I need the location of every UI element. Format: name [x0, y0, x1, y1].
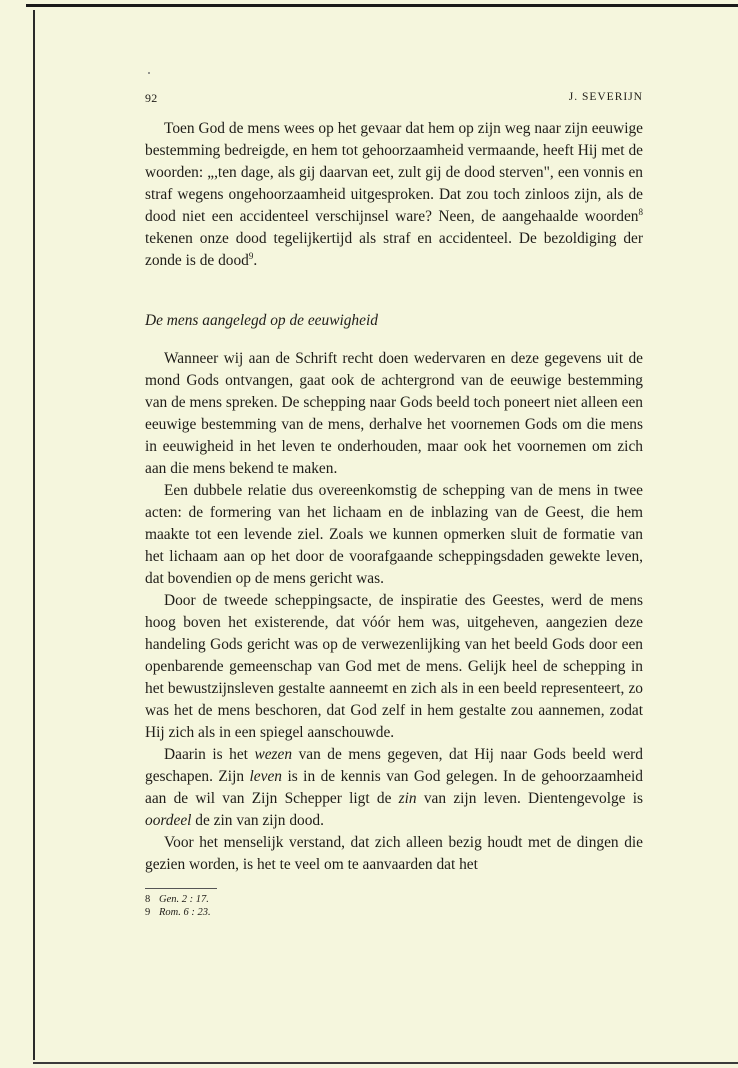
emphasis-zin: zin — [398, 790, 417, 807]
paragraph-text: . — [253, 252, 258, 269]
section-heading: De mens aangelegd op de eeuwigheid — [145, 312, 378, 329]
paragraph-text: tekenen onze dood tegelijkertijd als straf en accidenteel. De bezoldiging der zonde is de dood — [145, 230, 643, 269]
paragraph-text: Daarin is het — [164, 746, 255, 763]
footnote-reference: Rom. 6 : 23. — [159, 907, 211, 918]
paragraph-text: Toen God de mens wees op het gevaar dat hem op zijn weg naar zijn eeuwige bestemming bedreigde, en hem tot gehoorzaamheid vermaande, heeft Hij met de woorden: „,ten dage, als gij daarvan eet, zult gij de dood sterven", een vonnis en straf wegens ongehoorzaamheid uitgesproken. Dat zou toch zinloos zijn, als de dood niet een accidenteel verschijnsel ware? Neen, de aangehaalde woorden — [145, 120, 643, 225]
paragraph-1 — [145, 118, 643, 272]
emphasis-wezen: wezen — [254, 746, 293, 763]
body-text — [145, 118, 643, 876]
paragraph-6: Voor het menselijk verstand, dat zich alleen bezig houdt met de dingen die gezien worden, is het te veel om te aanvaarden dat het — [145, 834, 643, 873]
footnote-ref-9: 9 — [248, 251, 254, 261]
emphasis-leven: leven — [249, 768, 282, 785]
paragraph-text: van de mens gegeven, dat Hij naar Gods beeld werd geschapen. Zijn — [145, 746, 643, 785]
paragraph-text: de zin van zijn dood. — [191, 812, 324, 829]
footnote-rule — [145, 888, 217, 889]
footnote-number: 9 — [145, 907, 151, 918]
footnote-9 — [145, 906, 211, 919]
footnote-number: 8 — [145, 894, 151, 905]
running-head: J. SEVERIJN — [568, 91, 643, 103]
scan-speck — [148, 72, 150, 74]
page-bottom-edge — [33, 1062, 738, 1064]
paragraph-text: van zijn leven. Dientengevolge is — [416, 790, 643, 807]
paragraph-4: Door de tweede scheppingsacte, de inspiratie des Geestes, werd de mens hoog boven het existerende, dat vóór hem was, uitgeheven, aangezien deze handeling Gods gericht was op de verwezenlijking van het beeld Gods door een openbarende gemeenschap van God met de mens. Gelijk heel de schepping in het bewustzijnsleven gestalte aanneemt en zich als in een beeld representeert, zo was het de mens beschoren, dat God zelf in hem gestalte zou aannemen, zodat Hij zich als in een spiegel aanschouwde. — [145, 592, 643, 741]
footnote-ref-8: 8 — [638, 207, 643, 217]
footnotes — [145, 893, 211, 919]
page-top-edge — [26, 4, 738, 7]
paragraph-text: is in de kennis van God gelegen. In de gehoorzaamheid aan de wil van Zijn Schepper ligt de — [145, 768, 643, 807]
footnote-8 — [145, 893, 211, 906]
paragraph-5 — [145, 744, 643, 832]
emphasis-oordeel: oordeel — [145, 812, 192, 829]
paragraph-3: Een dubbele relatie dus overeenkomstig de schepping van de mens in twee acten: de formering van het lichaam en de inblazing van de Geest, die hem maakte tot een levende ziel. Zoals we kunnen opmerken sluit de formatie van het lichaam aan op het door de voorafgaande scheppingsdaden gewekte leven, dat bovendien op de mens gericht was. — [145, 482, 643, 587]
page-number: 92 — [145, 91, 158, 105]
footnote-reference: Gen. 2 : 17. — [159, 894, 209, 905]
page-left-edge — [33, 10, 35, 1060]
paragraph-2: Wanneer wij aan de Schrift recht doen wedervaren en deze gegevens uit de mond Gods ontvangen, gaat ook de achtergrond van de eeuwige bestemming van de mens spreken. De schepping naar Gods beeld toch poneert niet alleen een eeuwige bestemming van de mens, derhalve het voornemen Gods om die mens in eeuwigheid in het leven te onderhouden, maar ook het voornemen om zich aan die mens bekend te maken. — [145, 350, 643, 477]
